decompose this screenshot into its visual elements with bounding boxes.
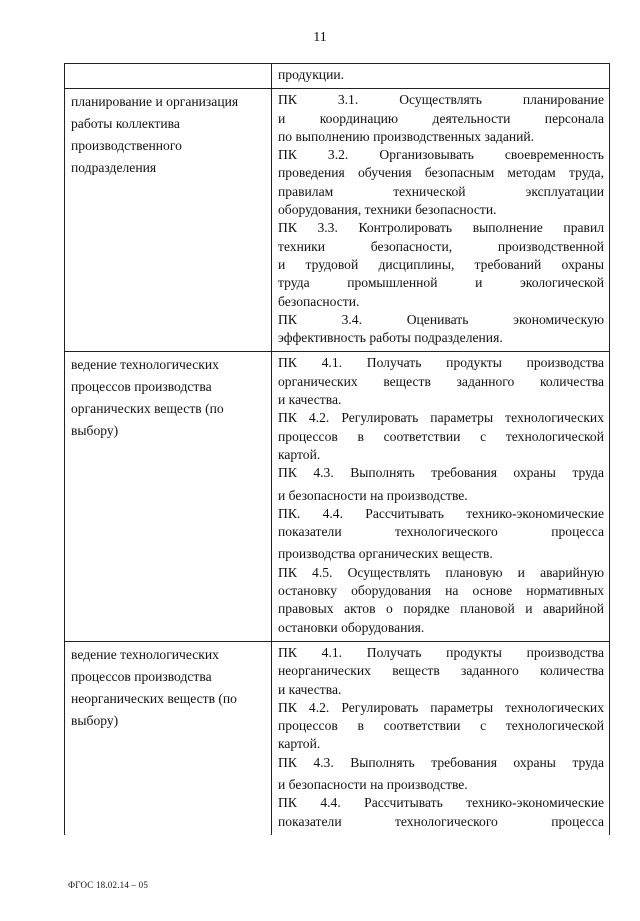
activity-area-cell: ведение технологических процессов производства органических веществ (по выбору) <box>65 352 272 641</box>
competency-line: ПК 4.4. Рассчитывать технико-экономические <box>278 795 604 811</box>
competency-line: ПК 4.3. Выполнять требования охраны труда <box>278 754 604 770</box>
competency-line: ПК 4.1. Получать продукты производства <box>278 644 604 660</box>
competency-line: правовых актов о порядке плановой и аварийной <box>278 601 604 617</box>
competency-line: картой. <box>278 446 321 462</box>
competency-line: показатели технологического процесса <box>278 524 604 540</box>
competency-line: труда промышленной и экологической <box>278 275 604 291</box>
table-body <box>65 64 610 835</box>
competency-line: эффективность работы подразделения. <box>278 330 503 346</box>
table-row <box>65 352 610 641</box>
competency-line: и качества. <box>278 681 342 697</box>
competency-line: по выполнению производственных заданий. <box>278 128 535 144</box>
competency-line: ПК 3.1. Осуществлять планирование <box>278 92 604 108</box>
competency-line: органических веществ заданного количества <box>278 373 604 389</box>
competency-cell <box>272 641 610 834</box>
competency-line: техники безопасности, производственной <box>278 238 604 254</box>
competency-line: и безопасности на производстве. <box>278 776 468 792</box>
competency-line: правилам технической эксплуатации <box>278 183 604 199</box>
competency-table <box>64 63 610 835</box>
competency-line: процессов в соответствии с технологической <box>278 428 604 444</box>
competency-line: ПК 4.3. Выполнять требования охраны труда <box>278 465 604 481</box>
competency-line: безопасности. <box>278 293 360 309</box>
competency-cell <box>272 89 610 352</box>
competency-line: и качества. <box>278 392 342 408</box>
competency-line: и координацию деятельности персонала <box>278 110 604 126</box>
competency-line: ПК 4.2. Регулировать параметры технологических <box>278 410 604 426</box>
competency-line: картой. <box>278 736 321 752</box>
competency-line: продукции. <box>278 67 345 82</box>
footer-code: ФГОС 18.02.14 – 05 <box>68 880 149 890</box>
competency-line: показатели технологического процесса <box>278 813 604 829</box>
competency-line: ПК 4.5. Осуществлять плановую и аварийную <box>278 564 604 580</box>
competency-cell <box>272 64 610 89</box>
competency-cell <box>272 352 610 641</box>
activity-area-cell: ведение технологических процессов производства неорганических веществ (по выбору) <box>65 641 272 834</box>
competency-line: остановки оборудования. <box>278 619 425 635</box>
competency-line: ПК 4.2. Регулировать параметры технологических <box>278 699 604 715</box>
competency-line: неорганических веществ заданного количества <box>278 663 604 679</box>
competency-line: ПК 3.4. Оценивать экономическую <box>278 311 604 327</box>
competency-line: ПК 3.3. Контролировать выполнение правил <box>278 220 604 236</box>
table-row <box>65 64 610 89</box>
competency-line: производства органических веществ. <box>278 546 493 562</box>
competency-line: ПК 4.1. Получать продукты производства <box>278 355 604 371</box>
table-row <box>65 89 610 352</box>
table-row <box>65 641 610 834</box>
competency-line: проведения обучения безопасным методам труда, <box>278 165 604 181</box>
competency-line: и трудовой дисциплины, требований охраны <box>278 256 604 272</box>
competency-line: ПК 3.2. Организовывать своевременность <box>278 147 604 163</box>
activity-area-cell: планирование и организация работы коллектива производственного подразделения <box>65 89 272 352</box>
competency-line: и безопасности на производстве. <box>278 487 468 503</box>
activity-area-cell <box>65 64 272 89</box>
competency-line: ПК. 4.4. Рассчитывать технико-экономические <box>278 505 604 521</box>
competency-line: оборудования, техники безопасности. <box>278 202 497 218</box>
competency-line: процессов в соответствии с технологической <box>278 718 604 734</box>
competency-line: остановку оборудования на основе нормативных <box>278 583 604 599</box>
page-number: 11 <box>313 30 327 45</box>
